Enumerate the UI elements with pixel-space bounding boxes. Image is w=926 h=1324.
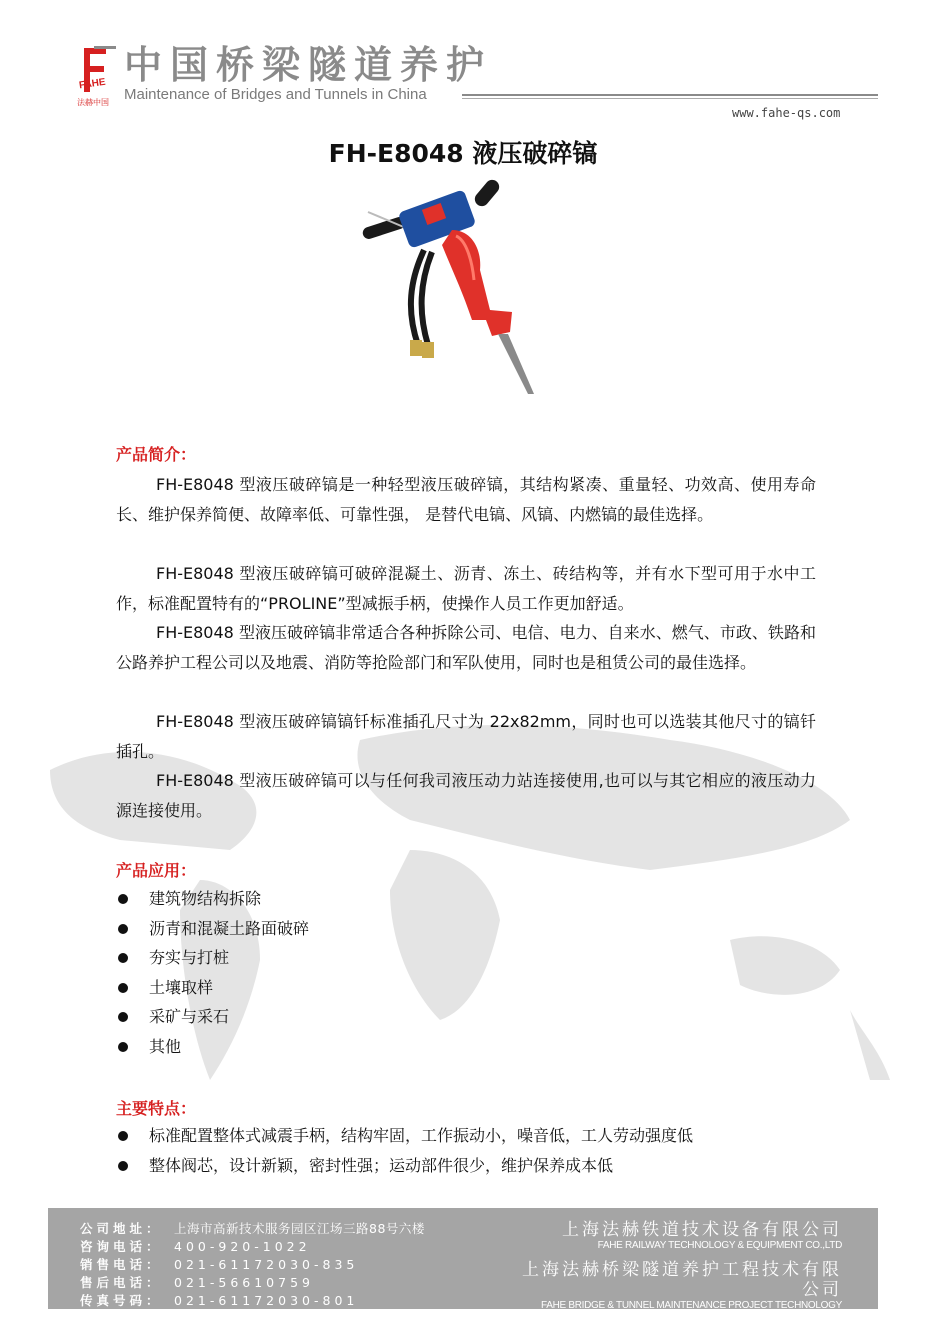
product-image [362,170,542,396]
list-item: 整体阀芯，设计新颖，密封性强；运动部件很少，维护保养成本低 [116,1151,836,1181]
list-item: 沥青和混凝土路面破碎 [116,914,836,944]
document-title: FH-E8048 液压破碎镐 [328,139,598,168]
bullet-icon [118,1042,128,1052]
header-rule [462,94,878,96]
company1-name-en: FAHE RAILWAY TECHNOLOGY & EQUIPMENT CO.,LTD [597,1240,842,1251]
intro-paragraph-1: FH-E8048 型液压破碎镐是一种轻型液压破碎镐，其结构紧凑、重量轻、功效高、使用寿命长、维护保养简便、故障率低、可靠性强， 是替代电镐、风镐、内燃镐的最佳选择。 [116,475,816,524]
applications-list [116,884,836,1061]
intro-paragraph-2: FH-E8048 型液压破碎镐可破碎混凝土、沥青、冻土、砖结构等，并有水下型可用于水中工作，标准配置特有的“PROLINE”型减振手柄，使操作人员工作更加舒适。 [116,564,816,613]
intro-paragraph-3: FH-E8048 型液压破碎镐非常适合各种拆除公司、电信、电力、自来水、燃气、市政、铁路和公路养护工程公司以及地震、消防等抢险部门和军队使用，同时也是租赁公司的最佳选择。 [116,623,816,672]
list-item: 采矿与采石 [116,1002,836,1032]
contact-sales-phone: 销售电话： 021-61172030-835 [80,1257,359,1272]
contact-address: 公司地址： 上海市高新技术服务园区江场三路88号六楼 [80,1221,425,1236]
footer-contacts [80,1220,425,1310]
company-logo [76,44,120,108]
features-heading: 主要特点： [116,1099,197,1118]
company1-name-cn: 上海法赫铁道技术设备有限公司 [562,1220,842,1240]
bullet-icon [118,1131,128,1141]
header-url[interactable]: www.fahe-qs.com [732,106,841,120]
logo-subtext: 法赫中国 [77,98,109,107]
header-title-en: Maintenance of Bridges and Tunnels in China [124,86,427,103]
header-rule-thin [462,98,878,99]
list-item: 其他 [116,1032,836,1062]
bullet-icon [118,894,128,904]
company2-name-cn: 上海法赫桥梁隧道养护工程技术有限公司 [522,1260,842,1300]
intro-paragraph-5: FH-E8048 型液压破碎镐可以与任何我司液压动力站连接使用,也可以与其它相应的液压动力源连接使用。 [116,771,816,820]
contact-service-phone: 售后电话： 021-56610759 [80,1275,314,1290]
header-title-cn: 中国桥梁隧道养护 [124,43,493,87]
features-list [116,1121,836,1180]
list-item: 标准配置整体式减震手柄，结构牢固，工作振动小，噪音低，工人劳动强度低 [116,1121,836,1151]
contact-inquiry-phone: 咨询电话： 400-920-1022 [80,1239,311,1254]
svg-text:FAHE: FAHE [78,76,107,92]
list-item: 建筑物结构拆除 [116,884,836,914]
company2-name-en: FAHE BRIDGE & TUNNEL MAINTENANCE PROJECT TECHNOLOGY CO.,LTD [540,1300,842,1323]
list-item: 土壤取样 [116,973,836,1003]
intro-heading: 产品简介： [116,445,197,464]
bullet-icon [118,924,128,934]
list-item: 夯实与打桩 [116,943,836,973]
bullet-icon [118,983,128,993]
footer-companies [512,1220,842,1324]
intro-paragraph-4: FH-E8048 型液压破碎镐镐钎标准插孔尺寸为 22x82mm，同时也可以选装其他尺寸的镐钎插孔。 [116,712,816,761]
applications-heading: 产品应用： [116,861,197,880]
bullet-icon [118,1161,128,1171]
contact-fax: 传真号码： 021-61172030-801 [80,1293,359,1308]
bullet-icon [118,1012,128,1022]
bullet-icon [118,953,128,963]
